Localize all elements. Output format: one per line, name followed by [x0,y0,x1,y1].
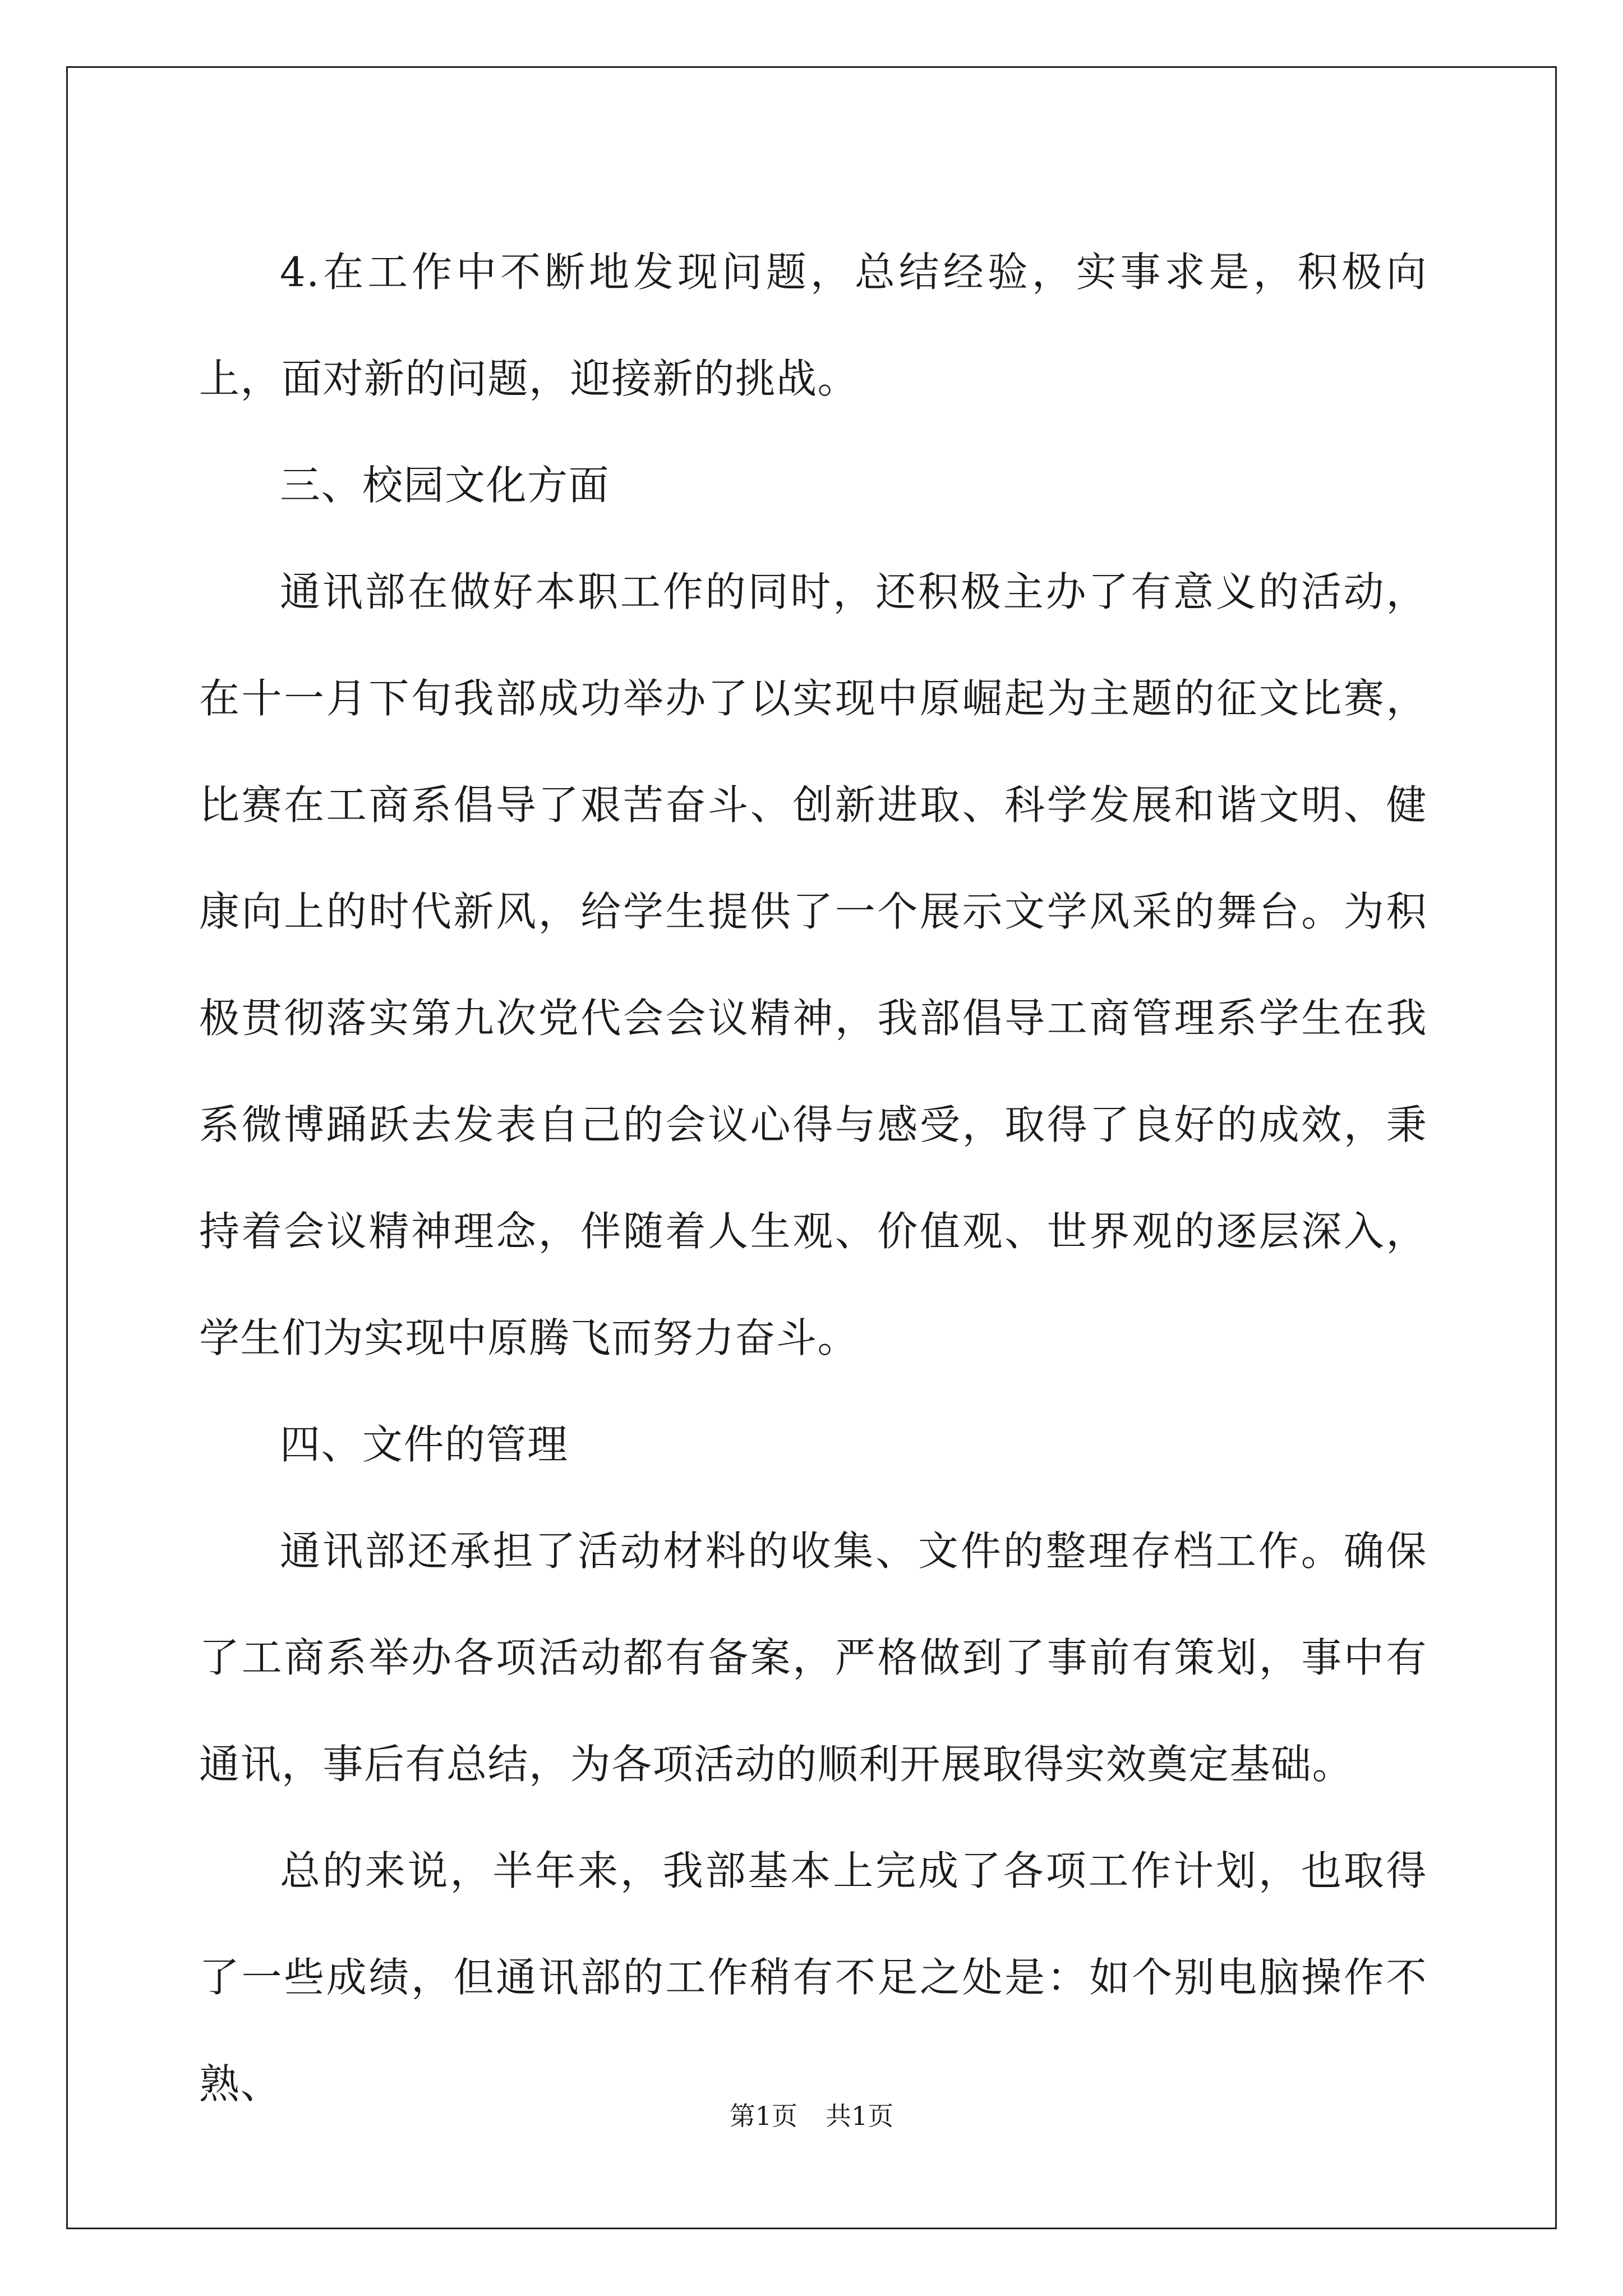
page-number: 第1页 [729,2101,797,2131]
section-heading-campus-culture: 三、校园文化方面 [280,462,610,509]
paragraph-item-4: 4.在工作中不断地发现问题，总结经验，实事求是，积极向上，面对新的问题，迎接新的挑战。 [199,249,1427,402]
page-footer [0,2099,1623,2133]
paragraph-file-management: 通讯部还承担了活动材料的收集、文件的整理存档工作。确保了工商系举办各项活动都有备案，严格做到了事前有策划，事中有通讯，事后有总结，为各项活动的顺利开展取得实效奠定基础。 [199,1527,1427,1788]
paragraph-summary: 总的来说，半年来，我部基本上完成了各项工作计划，也取得了一些成绩，但通讯部的工作稍有不足之处是：如个别电脑操作不熟、 [199,1847,1427,2108]
total-pages: 共1页 [826,2101,894,2131]
document-body [199,219,1427,2137]
section-heading-file-management: 四、文件的管理 [280,1421,569,1468]
paragraph-campus-culture: 通讯部在做好本职工作的同时，还积极主办了有意义的活动，在十一月下旬我部成功举办了以实现中原崛起为主题的征文比赛，比赛在工商系倡导了艰苦奋斗、创新进取、科学发展和谐文明、健康向上的时代新风，给学生提供了一个展示文学风采的舞台。为积极贯彻落实第九次党代会会议精神，我部倡导工商管理系学生在我系微博踊跃去发表自己的会议心得与感受，取得了良好的成效，秉持着会议精神理念，伴随着人生观、价值观、世界观的逐层深入，学生们为实现中原腾飞而努力奋斗。 [199,568,1427,1361]
